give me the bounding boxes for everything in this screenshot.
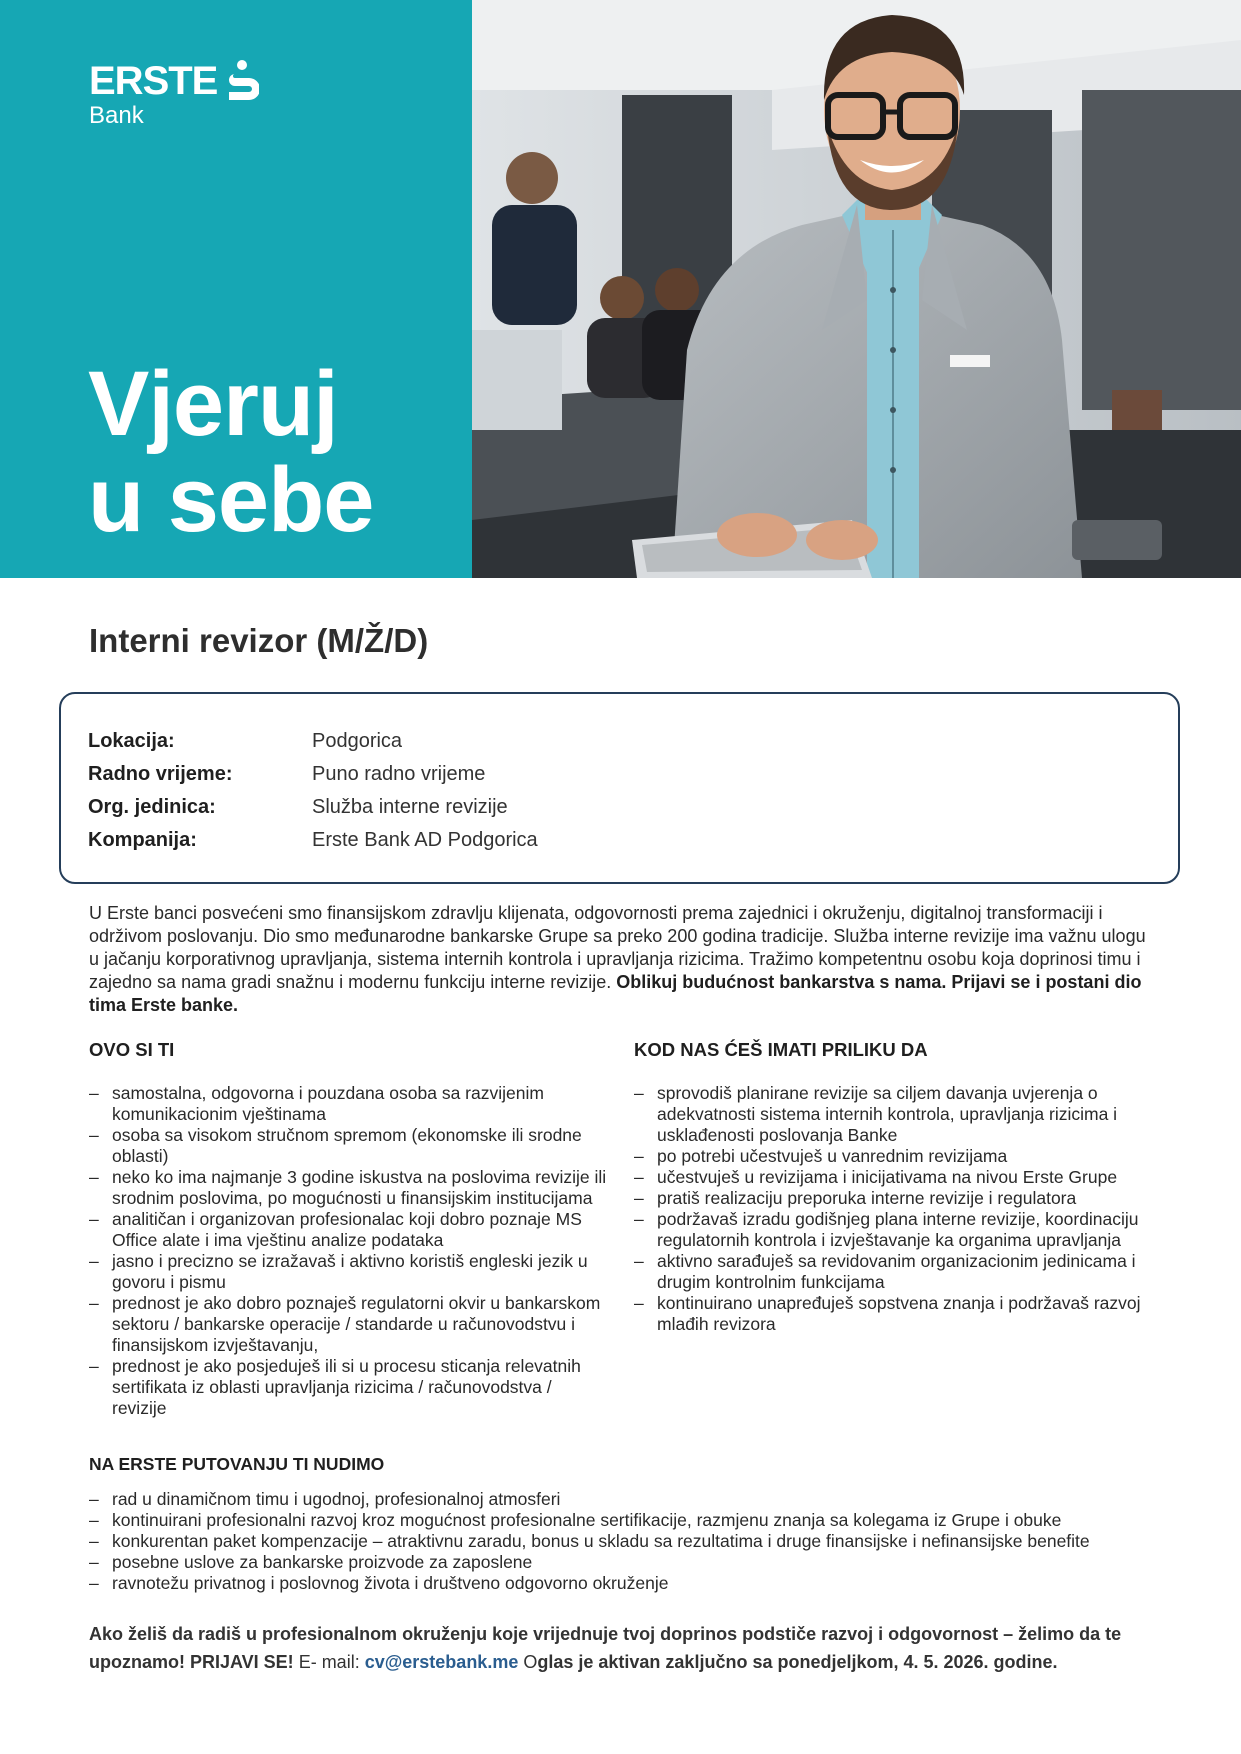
detail-org-unit xyxy=(88,796,508,819)
list-item: – osoba sa visokom stručnom spremom (ekonomske ili srodne oblasti) xyxy=(89,1125,609,1167)
hero-banner xyxy=(0,0,1241,578)
slogan-line-1: Vjeruj xyxy=(88,353,338,455)
list-item: – posebne uslove za bankarske proizvode za zaposlene xyxy=(89,1552,1169,1573)
intro-bold: Oblikuj budućnost bankarstva s nama. Prijavi se i postani dio tima Erste banke. xyxy=(89,972,1142,1015)
kod-nas-list xyxy=(634,1083,1154,1335)
job-title: Interni revizor (M/Ž/D) xyxy=(89,622,429,659)
detail-label: Org. jedinica: xyxy=(88,796,216,818)
list-item: – jasno i precizno se izražavaš i aktivno koristiš engleski jezik u govoru i pismu xyxy=(89,1251,609,1293)
detail-company xyxy=(88,829,538,852)
list-item: – konkurentan paket kompenzacije – atraktivnu zaradu, bonus u skladu sa rezultatima i druge finansijske i nefinansijske benefite xyxy=(89,1531,1169,1552)
intro-paragraph xyxy=(89,902,1159,1017)
list-item: – neko ko ima najmanje 3 godine iskustva na poslovima revizije ili srodnim poslovima, po mogućnosti u finansijskim institucijama xyxy=(89,1167,609,1209)
erste-s-icon xyxy=(225,60,259,102)
section-heading-kod-nas: KOD NAS ĆEŠ IMATI PRILIKU DA xyxy=(634,1039,928,1060)
detail-value: Podgorica xyxy=(312,730,403,752)
closing-o: O xyxy=(518,1652,538,1672)
ovo-si-ti-list xyxy=(89,1083,609,1419)
hero-photo xyxy=(472,0,1241,578)
list-item: – rad u dinamičnom timu i ugodnoj, profesionalnoj atmosferi xyxy=(89,1489,1169,1510)
list-item: – učestvuješ u revizijama i inicijativama na nivou Erste Grupe xyxy=(634,1167,1154,1188)
list-item: – podržavaš izradu godišnjeg plana interne revizije, koordinaciju regulatornih kontrola i izvještavanje ka organima upravljanja xyxy=(634,1209,1154,1251)
slogan xyxy=(88,353,374,551)
list-item: – kontinuirani profesionalni razvoj kroz mogućnost profesionalne sertifikacije, razmjenu znanja sa kolegama iz Grupe i obuke xyxy=(89,1510,1169,1531)
list-item: – aktivno sarađuješ sa revidovanim organizacionim jedinicama i drugim kontrolnim funkcijama xyxy=(634,1251,1154,1293)
detail-location xyxy=(88,730,402,753)
detail-working-hours xyxy=(88,763,485,786)
detail-value: Služba interne revizije xyxy=(312,796,508,818)
slogan-line-2: u sebe xyxy=(88,449,374,551)
email-label: E- mail: xyxy=(293,1652,365,1672)
closing-paragraph xyxy=(89,1620,1169,1676)
list-item: – prednost je ako posjeduješ ili si u procesu sticanja relevatnih sertifikata iz oblasti upravljanja rizicima / računovodstva / revizije xyxy=(89,1356,609,1419)
office-photo-illustration xyxy=(472,0,1241,578)
closing-deadline: glas je aktivan zaključno sa ponedjeljkom, 4. 5. 2026. godine. xyxy=(537,1652,1058,1672)
list-item: – pratiš realizaciju preporuka interne revizije i regulatora xyxy=(634,1188,1154,1209)
detail-label: Lokacija: xyxy=(88,730,175,752)
list-item: – sprovodiš planirane revizije sa ciljem davanja uvjerenja o adekvatnosti sistema internih kontrola, upravljanja rizicima i usklađenosti poslovanja Banke xyxy=(634,1083,1154,1146)
section-heading-nudimo: NA ERSTE PUTOVANJU TI NUDIMO xyxy=(89,1454,385,1474)
detail-label: Kompanija: xyxy=(88,829,197,851)
list-item: – prednost je ako dobro poznaješ regulatorni okvir u bankarskom sektoru / bankarske operacije / standarde u računovodstvu i finansijskom izvještavanju, xyxy=(89,1293,609,1356)
erste-logo xyxy=(89,60,259,128)
detail-value: Erste Bank AD Podgorica xyxy=(312,829,538,851)
job-details-box xyxy=(59,692,1180,884)
detail-label: Radno vrijeme: xyxy=(88,763,233,785)
detail-value: Puno radno vrijeme xyxy=(312,763,486,785)
list-item: – samostalna, odgovorna i pouzdana osoba sa razvijenim komunikacionim vještinama xyxy=(89,1083,609,1125)
list-item: – ravnotežu privatnog i poslovnog života i društveno odgovorno okruženje xyxy=(89,1573,1169,1594)
list-item: – analitičan i organizovan profesionalac koji dobro poznaje MS Office alate i ima vještinu analize podataka xyxy=(89,1209,609,1251)
email-link[interactable]: cv@erstebank.me xyxy=(364,1652,519,1672)
intro-text: U Erste banci posvećeni smo finansijskom zdravlju klijenata, odgovornosti prema zajednici i okruženju, digitalnoj transformaciji i održivom poslovanju. Dio smo međunarodne bankarske Grupe sa preko 200 godina tradicije. Služba interne revizije ima važnu ulogu u jačanju korporativnog upravljanja, sistema internih kontrola i upravljanja rizicima. Tražimo kompetentnu osobu koja doprinosi timu i zajedno sa nama gradi snažnu i modernu funkciju interne revizije. xyxy=(89,903,1146,992)
brand-panel xyxy=(0,0,472,578)
closing-text: Ako želiš da radiš u profesionalnom okruženju koje vrijednuje tvoj doprinos podstiče razvoj i odgovornost – želimo da te upoznamo! PRIJAVI SE! xyxy=(89,1624,1122,1672)
logo-wordmark: ERSTE xyxy=(89,59,218,103)
nudimo-list xyxy=(89,1489,1169,1594)
list-item: – kontinuirano unapređuješ sopstvena znanja i podržavaš razvoj mlađih revizora xyxy=(634,1293,1154,1335)
logo-subtitle: Bank xyxy=(89,102,144,129)
section-heading-ovo-si-ti: OVO SI TI xyxy=(89,1039,175,1060)
list-item: – po potrebi učestvuješ u vanrednim revizijama xyxy=(634,1146,1154,1167)
